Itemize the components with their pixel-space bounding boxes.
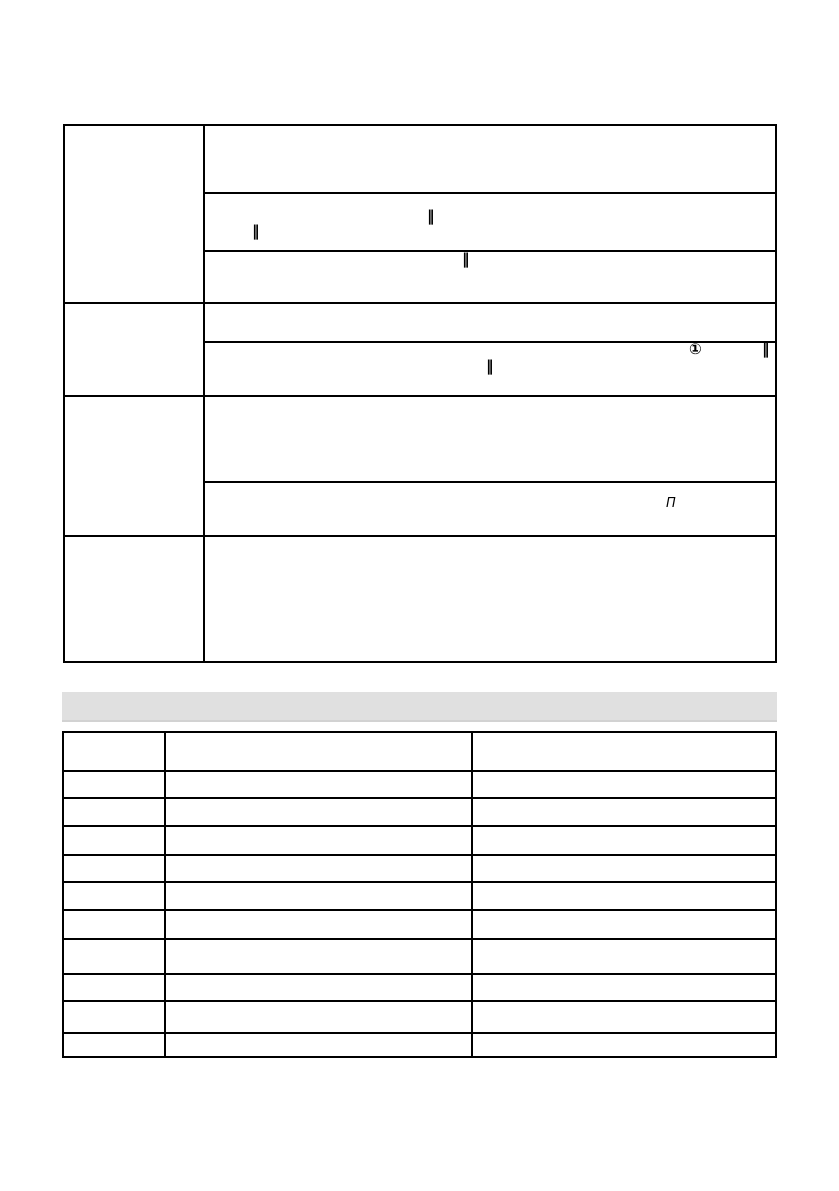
row-label-cell [65, 304, 205, 395]
content-cell [205, 481, 775, 535]
content-cell [205, 192, 775, 250]
table-cell [166, 883, 473, 909]
table-cell [473, 1002, 775, 1032]
double-bar-glyph: ‖ [427, 207, 435, 225]
bottom-table [62, 731, 777, 1058]
table-cell [64, 772, 166, 797]
table-cell [473, 883, 775, 909]
table-cell [166, 856, 473, 881]
double-bar-glyph: ‖ [486, 357, 494, 375]
table-cell [64, 827, 166, 854]
row-content-column [205, 126, 775, 302]
header-cell [473, 733, 775, 770]
table-row [64, 1000, 775, 1032]
table-cell [473, 772, 775, 797]
table-row [64, 770, 775, 797]
header-cell [64, 733, 166, 770]
table-cell [64, 1002, 166, 1032]
table-cell [64, 799, 166, 825]
table-cell [473, 799, 775, 825]
table-cell [166, 799, 473, 825]
table-cell [166, 975, 473, 1000]
table-cell [64, 856, 166, 881]
table-row [64, 938, 775, 973]
table-cell [166, 1002, 473, 1032]
table-cell [64, 975, 166, 1000]
table-cell [166, 911, 473, 938]
table-cell [473, 911, 775, 938]
table-cell [166, 1034, 473, 1058]
content-cell [205, 250, 775, 302]
double-bar-glyph: ‖ [252, 222, 260, 240]
table-cell [473, 1034, 775, 1058]
table-row-group [65, 302, 775, 395]
table-row-group [65, 535, 775, 661]
row-label-cell [65, 537, 205, 661]
table-cell [473, 975, 775, 1000]
table-row [64, 797, 775, 825]
circled-one-glyph: ① [689, 340, 702, 358]
row-content-column [205, 537, 775, 661]
table-row-group [65, 395, 775, 535]
row-label-cell [65, 126, 205, 302]
table-row [64, 825, 775, 854]
row-label-cell [65, 397, 205, 535]
table-cell [64, 911, 166, 938]
table-row [64, 854, 775, 881]
pi-glyph: Π [666, 496, 676, 511]
table-cell [64, 883, 166, 909]
content-cell [205, 397, 775, 481]
table-cell [166, 827, 473, 854]
table-cell [64, 1034, 166, 1058]
table-cell [166, 772, 473, 797]
top-table [63, 124, 777, 663]
table-row [64, 973, 775, 1000]
content-cell [205, 126, 775, 192]
row-content-column [205, 397, 775, 535]
table-cell [166, 940, 473, 973]
table-cell [473, 827, 775, 854]
double-bar-glyph: ‖ [762, 340, 770, 358]
double-bar-glyph: ‖ [462, 250, 470, 268]
table-row [64, 1032, 775, 1058]
table-row [64, 909, 775, 938]
content-cell [205, 304, 775, 341]
table-cell [473, 940, 775, 973]
table-header-row [64, 733, 775, 770]
table-cell [473, 856, 775, 881]
table-cell [64, 940, 166, 973]
table-row-group [65, 126, 775, 302]
content-cell [205, 537, 775, 661]
header-cell [166, 733, 473, 770]
table-row [64, 881, 775, 909]
section-header-bar [62, 692, 777, 722]
